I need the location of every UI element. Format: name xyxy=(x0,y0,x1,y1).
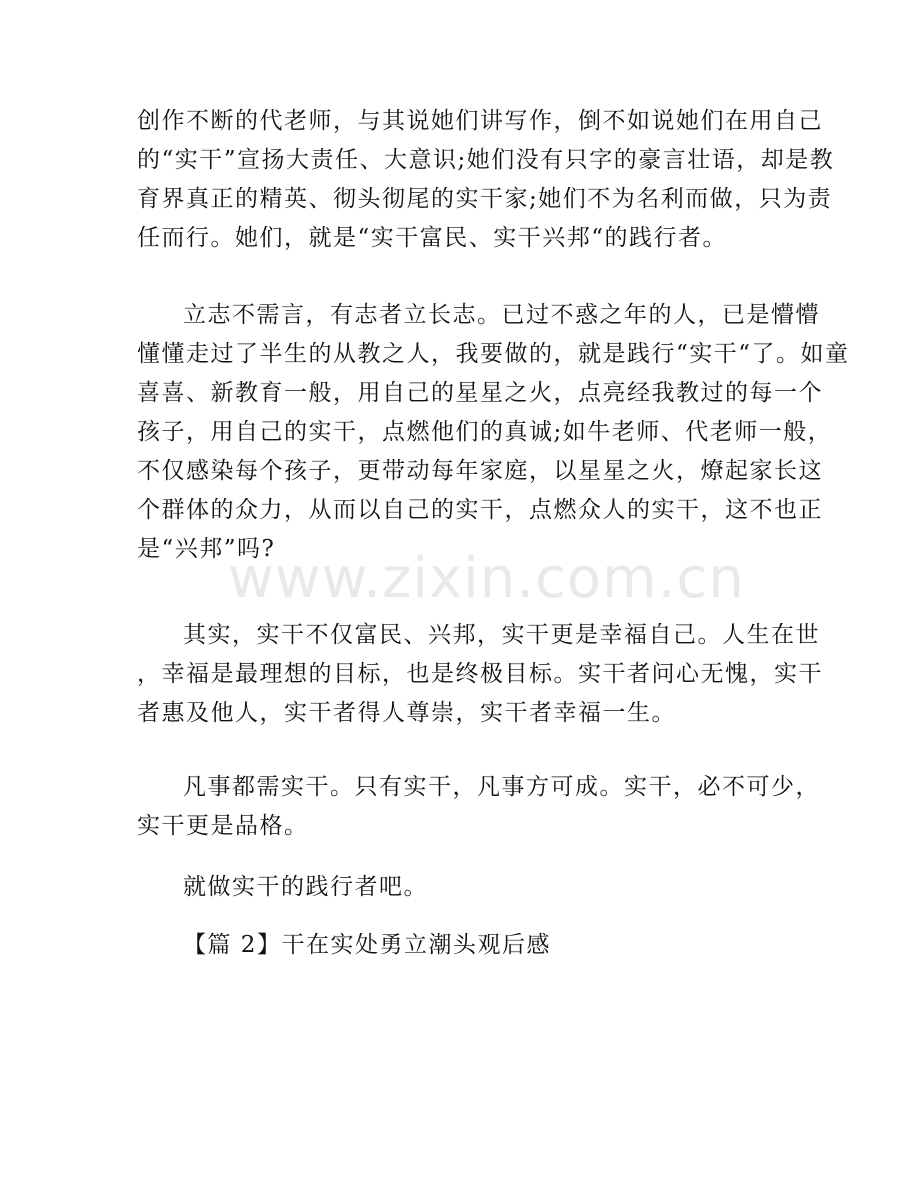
text-line: 不仅感染每个孩子，更带动每年家庭，以星星之火，燎起家长这 xyxy=(137,458,823,484)
text-line: 创作不断的代老师，与其说她们讲写作，倒不如说她们在用自己 xyxy=(137,108,823,134)
section-heading xyxy=(137,926,797,965)
paragraph-2 xyxy=(137,296,850,569)
text-line: 是“兴邦”吗? xyxy=(137,536,276,562)
text-line: ，幸福是最理想的目标，也是终极目标。实干者问心无愧，实干 xyxy=(137,661,823,687)
text-line: 其实，实干不仅富民、兴邦，实干更是幸福自己。人生在世 xyxy=(183,622,820,648)
text-line: 个群体的众力，从而以自己的实干，点燃众人的实干，这不也正 xyxy=(137,497,823,523)
text-line: 懂懂走过了半生的从教之人，我要做的，就是践行“实干“了。如童 xyxy=(137,341,850,367)
heading-text: 【篇 2】干在实处勇立潮头观后感 xyxy=(183,932,551,958)
text-line: 凡事都需实干。只有实干，凡事方可成。实干，必不可少， xyxy=(183,774,820,800)
text-line: 育界真正的精英、彻头彻尾的实干家;她们不为名利而做，只为责 xyxy=(137,186,833,212)
paragraph-3 xyxy=(137,616,823,733)
paragraph-1 xyxy=(137,102,835,258)
paragraph-5 xyxy=(137,868,797,907)
text-line: 就做实干的践行者吧。 xyxy=(183,874,428,900)
text-line: 的“实干”宣扬大责任、大意识;她们没有只字的豪言壮语，却是教 xyxy=(137,147,835,173)
text-line: 喜喜、新教育一般，用自己的星星之火，点亮经我教过的每一个 xyxy=(137,380,823,406)
text-line: 任而行。她们，就是“实干富民、实干兴邦“的践行者。 xyxy=(137,225,728,251)
text-line: 实干更是品格。 xyxy=(137,813,309,839)
text-line: 立志不需言，有志者立长志。已过不惑之年的人，已是懵懵 xyxy=(183,302,820,328)
text-line: 者惠及他人，实干者得人尊崇，实干者幸福一生。 xyxy=(137,700,676,726)
watermark-text: www.zixin.com.cn xyxy=(228,546,745,611)
paragraph-4 xyxy=(137,768,820,846)
text-line: 孩子，用自己的实干，点燃他们的真诚;如牛老师、代老师一般， xyxy=(137,419,833,445)
